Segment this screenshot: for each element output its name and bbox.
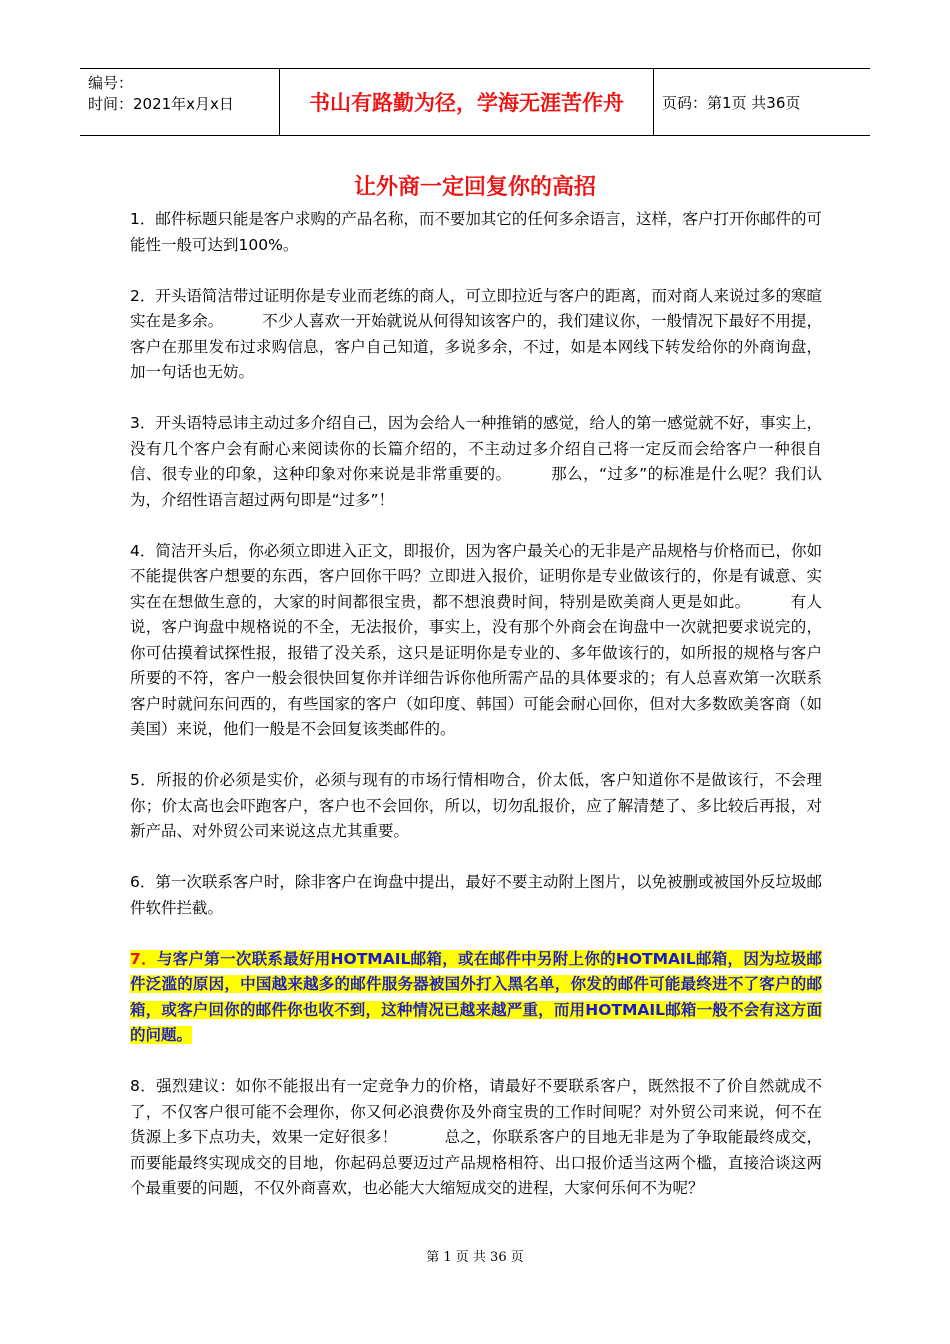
document-title: 让外商一定回复你的高招 [353,175,596,200]
header-meta [80,69,280,135]
paragraph-3: 3．开头语特忌讳主动过多介绍自己，因为会给人一种推销的感觉，给人的第一感觉就不好，事实上，没有几个客户会有耐心来阅读你的长篇介绍的，不主动过多介绍自己将一定反而会给客户一种很自信、很专业的印象，这种印象对你来说是非常重要的。 那么，“过多”的标准是什么呢？我们认为，介绍性语言超过两句即是“过多”！ [130,414,822,509]
header-page-info: 页码：第1页 共36页 [662,93,801,112]
header-motto: 书山有路勤为径，学海无涯苦作舟 [280,69,654,135]
document-time-label: 时间：2021年x月x日 [88,95,234,113]
paragraph-2: 2．开头语简洁带过证明你是专业而老练的商人，可立即拉近与客户的距离，而对商人来说过多的寒暄实在是多余。 不少人喜欢一开始就说从何得知该客户的，我们建议你，一般情况下最好不用提，客户在那里发布过求购信息，客户自己知道，多说多余，不过，如是本网线下转发给你的外商询盘，加一句话也无妨。 [130,286,822,381]
paragraph-8: 8．强烈建议：如你不能报出有一定竞争力的价格，请最好不要联系客户，既然报不了价自然就成不了，不仅客户很可能不会理你，你又何必浪费你及外商宝贵的工作时间呢？对外贸公司来说，何不在货源上多下点功夫，效果一定好很多！ 总之，你联系客户的目地无非是为了争取能最终成交，而要能最终实现成交的目地，你起码总要迈过产品规格相符、出口报价适当这两个槛，直接洽谈这两个最重要的问题，不仅外商喜欢，也必能大大缩短成交的进程，大家何乐何不为呢？ [130,1077,822,1197]
document-body [130,207,822,1227]
paragraph-6: 6．第一次联系客户时，除非客户在询盘中提出，最好不要主动附上图片，以免被删或被国外反垃圾邮件软件拦截。 [130,873,822,917]
page-header [80,68,870,136]
document-number-label: 编号： [88,74,134,92]
paragraph-1: 1．邮件标题只能是客户求购的产品名称，而不要加其它的任何多余语言，这样，客户打开你邮件的可能性一般可达到100%。 [130,210,822,254]
paragraph-7-highlighted [130,947,822,1049]
page-footer: 第 1 页 共 36 页 [426,1250,524,1265]
paragraph-5: 5．所报的价必须是实价，必须与现有的市场行情相吻合，价太低，客户知道你不是做该行，不会理你；价太高也会吓跑客户，客户也不会回你，所以，切勿乱报价，应了解清楚了、多比较后再报，对新产品、对外贸公司来说这点尤其重要。 [130,771,822,840]
paragraph-4: 4．简洁开头后，你必须立即进入正文，即报价，因为客户最关心的无非是产品规格与价格而已，你如不能提供客户想要的东西，客户回你干吗？立即进入报价，证明你是专业做该行的，你是有诚意、实实在在想做生意的，大家的时间都很宝贵，都不想浪费时间，特别是欧美商人更是如此。 有人说，客户询盘中规格说的不全，无法报价，事实上，没有那个外商会在询盘中一次就把要求说完的，你可估摸着试探性报，报错了没关系，这只是证明你是专业的、多年做该行的，如所报的规格与客户所要的不符，客户一般会很快回复你并详细告诉你他所需产品的具体要求的；有人总喜欢第一次联系客户时就问东问西的，有些国家的客户（如印度、韩国）可能会耐心回你，但对大多数欧美客商（如美国）来说，他们一般是不会回复该类邮件的。 [130,541,822,738]
highlighted-text [130,950,822,1045]
paragraph-7-number: 7． [130,949,157,968]
paragraph-7-text: 与客户第一次联系最好用HOTMAIL邮箱，或在邮件中另附上你的HOTMAIL邮箱，因为垃圾邮件泛滥的原因，中国越来越多的邮件服务器被国外打入黑名单，你发的邮件可能最终进不了客户的邮箱，或客户回你的邮件你也收不到，这种情况已越来越严重，而用HOTMAIL邮箱一般不会有这方面的问题。 [130,949,822,1044]
